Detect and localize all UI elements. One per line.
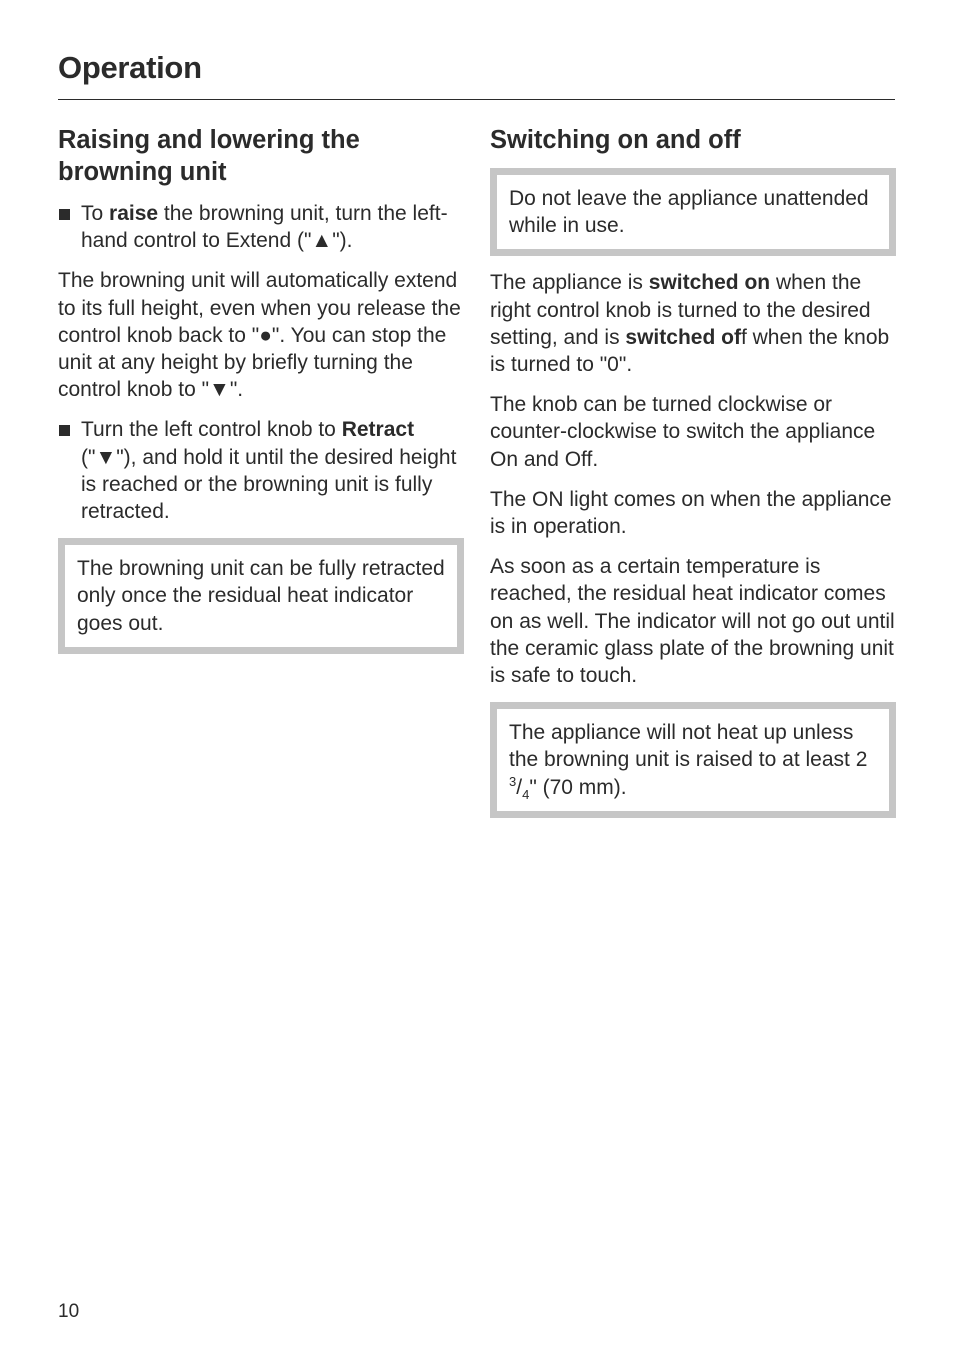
section-heading-switching: Switching on and off <box>490 126 741 154</box>
para-bold-switched-on: switched on <box>648 271 771 295</box>
bullet-text-bold: Retract <box>341 418 415 442</box>
left-column <box>58 124 464 667</box>
para-text-post: f when the knob is turned to "0". <box>490 325 890 377</box>
para-bold-switched-off: switched of <box>625 325 741 349</box>
title-divider <box>58 99 895 100</box>
bullet-square-icon <box>59 209 70 220</box>
bullet-text-bold: raise <box>109 202 159 225</box>
fraction-slash: / <box>516 775 523 799</box>
note-text-post: " (70 mm). <box>529 775 627 799</box>
paragraph-knob-direction: The knob can be turned clockwise or counter-clockwise to switch the appliance On and Off. <box>490 393 876 471</box>
bullet-text-pre: Turn the left control knob to <box>81 418 342 442</box>
fraction-denominator: 4 <box>522 786 530 802</box>
page-title: Operation <box>58 50 202 85</box>
paragraph-residual-heat: As soon as a certain temperature is reached, the residual heat indicator comes on as well. The indicator will not go out until the ceramic glass plate of the browning unit is safe to touch. <box>490 555 895 688</box>
fraction-numerator: 3 <box>509 773 517 789</box>
paragraph-on-light: The ON light comes on when the appliance is in operation. <box>490 487 892 539</box>
para-text-pre: The appliance is <box>490 271 649 295</box>
right-column <box>490 124 896 831</box>
bullet-text-post: the browning unit, turn the left-hand control to Extend ("▲"). <box>81 202 448 253</box>
paragraph-automatic-extend: The browning unit will automatically extend to its full height, even when you release the control knob back to "●". You can stop the unit at any height by briefly turning the control knob to "▼". <box>58 269 461 402</box>
bullet-text-pre: To <box>81 202 110 225</box>
page-number: 10 <box>58 1301 80 1322</box>
bullet-retract <box>58 416 464 525</box>
para-text-mid: when the right control knob is turned to the desired setting, and is <box>490 271 871 349</box>
bullet-square-icon <box>59 425 70 436</box>
bullet-text-post: ("▼"), and hold it until the desired height is reached or the browning unit is fully retracted. <box>81 445 457 524</box>
section-heading-raising-lowering: Raising and lowering the browning unit <box>58 126 360 186</box>
note-box-heat-up <box>490 702 896 818</box>
note-box-retract: The browning unit can be fully retracted only once the residual heat indicator goes out. <box>58 538 464 654</box>
paragraph-switched-on-off <box>490 269 896 378</box>
note-text-pre: The appliance will not heat up unless the browning unit is raised to at least 2 <box>509 721 868 772</box>
note-box-unattended: Do not leave the appliance unattended while in use. <box>490 168 896 256</box>
bullet-raise <box>58 200 464 254</box>
